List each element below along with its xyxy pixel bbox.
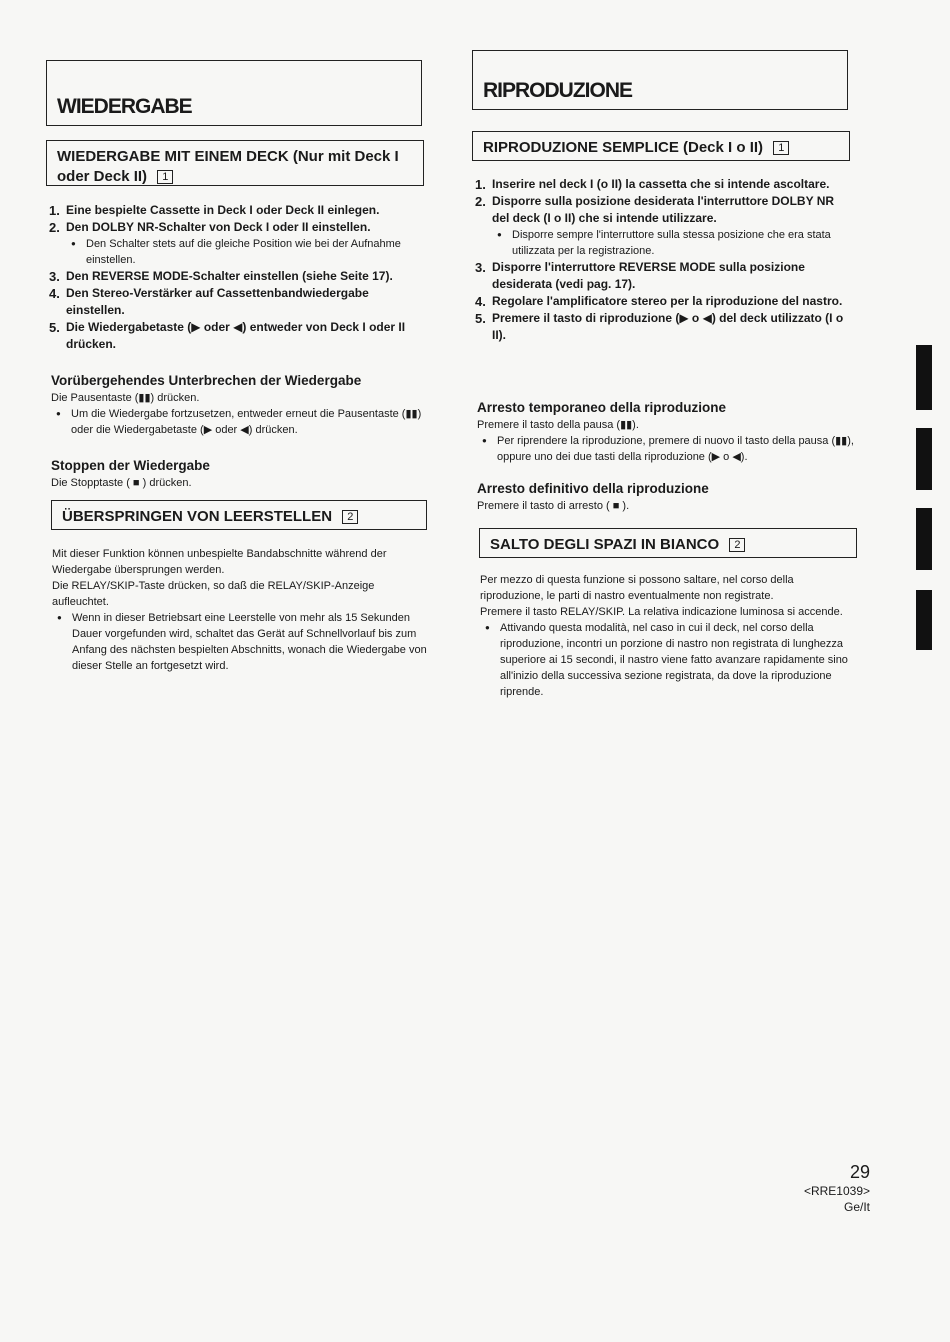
german-pause-heading: Vorübergehendes Unterbrechen der Wiedergabe — [51, 373, 362, 388]
step-number: 1. — [475, 177, 486, 192]
german-skip-para2: Die RELAY/SKIP-Taste drücken, so daß die RELAY/SKIP-Anzeige aufleuchtet. — [52, 580, 375, 608]
italian-steps-list — [472, 176, 854, 344]
edge-marker-4 — [916, 590, 932, 650]
german-skip-note: ● Wenn in dieser Betriebsart eine Leerstelle von mehr als 15 Sekunden Dauer vorgefunden wird, schaltet das Gerät auf Schnellvorlauf bis zum Anfang des nächsten bespielten Abschnitts, wonach die Wiedergabe von dieser Stelle an fortgesetzt wird. — [52, 610, 428, 674]
step-number: 2. — [49, 220, 60, 235]
step-number: 5. — [49, 320, 60, 335]
step-number: 2. — [475, 194, 486, 209]
step-text: Premere il tasto di riproduzione (▶ o ◀) del deck utilizzato (I o II). — [492, 311, 844, 342]
italian-skip-block — [480, 572, 858, 700]
step-text: Eine bespielte Cassette in Deck I oder Deck II einlegen. — [66, 203, 380, 217]
german-stop-text: Die Stopptaste ( ■ ) drücken. — [51, 477, 192, 489]
german-section1-heading-box — [46, 140, 424, 186]
german-step — [46, 285, 428, 319]
german-title-box — [46, 60, 422, 126]
italian-section1-heading: RIPRODUZIONE SEMPLICE (Deck I o II) — [483, 139, 764, 156]
german-stop-heading: Stoppen der Wiedergabe — [51, 458, 210, 473]
german-steps-list — [46, 202, 428, 353]
german-step2-note: ● Den Schalter stets auf die gleiche Position wie bei der Aufnahme einstellen. — [66, 236, 428, 268]
italian-stop-text: Premere il tasto di arresto ( ■ ). — [477, 500, 630, 512]
german-steps-block — [46, 202, 428, 353]
step-text: Die Wiedergabetaste (▶ oder ◀) entweder von Deck I oder II drücken. — [66, 320, 406, 351]
step-number: 3. — [49, 269, 60, 284]
german-section2-ref: 2 — [342, 510, 358, 524]
german-page-title: WIEDERGABE — [57, 95, 192, 118]
step-text: Den REVERSE MODE-Schalter einstellen (siehe Seite 17). — [66, 269, 393, 283]
italian-pause-text: Premere il tasto della pausa (▮▮). — [477, 419, 639, 431]
language-code: Ge/It — [843, 1200, 870, 1214]
german-pause-note: ● Um die Wiedergabe fortzusetzen, entweder erneut die Pausentaste (▮▮) oder die Wiedergabetaste (▶ oder ◀) drücken. — [51, 406, 429, 438]
edge-marker-2 — [916, 428, 932, 490]
german-section2-heading-box — [51, 500, 427, 530]
italian-step — [472, 259, 854, 293]
italian-pause-heading: Arresto temporaneo della riproduzione — [477, 400, 727, 415]
italian-stop-heading: Arresto definitivo della riproduzione — [477, 481, 709, 496]
page-number: 29 — [849, 1162, 870, 1182]
german-skip-block — [52, 546, 428, 674]
german-skip-para1: Mit dieser Funktion können unbespielte Bandabschnitte während der Wiedergabe übersprungen werden. — [52, 548, 387, 576]
document-code: <RRE1039> — [803, 1184, 870, 1198]
italian-step — [472, 293, 854, 310]
step-text: Disporre l'interruttore REVERSE MODE sulla posizione desiderata (vedi pag. 17). — [492, 260, 805, 291]
edge-marker-3 — [916, 508, 932, 570]
step-number: 4. — [475, 294, 486, 309]
italian-section2-heading: SALTO DEGLI SPAZI IN BIANCO — [490, 536, 720, 553]
italian-step — [472, 310, 854, 344]
german-step — [46, 219, 428, 268]
german-pause-block — [51, 372, 429, 438]
edge-marker-1 — [916, 345, 932, 410]
step-number: 4. — [49, 286, 60, 301]
italian-skip-para1: Per mezzo di questa funzione si possono saltare, nel corso della riproduzione, le parti di nastro eventualmente non registrate. — [480, 574, 794, 602]
step-text: Den Stereo-Verstärker auf Cassettenbandwiedergabe einstellen. — [66, 286, 369, 317]
italian-stop-block — [477, 480, 857, 514]
italian-section2-ref: 2 — [729, 538, 745, 552]
italian-step — [472, 176, 854, 193]
step-number: 1. — [49, 203, 60, 218]
step-number: 5. — [475, 311, 486, 326]
italian-steps-block — [472, 176, 854, 344]
step-text: Disporre sulla posizione desiderata l'interruttore DOLBY NR del deck (I o II) che si intende utilizzare. — [492, 194, 835, 225]
german-step — [46, 319, 428, 353]
italian-step2-note: ● Disporre sempre l'interruttore sulla stessa posizione che era stata utilizzata per la registrazione. — [492, 227, 854, 259]
italian-title-box — [472, 50, 848, 110]
italian-skip-para2: Premere il tasto RELAY/SKIP. La relativa indicazione luminosa si accende. — [480, 606, 843, 618]
german-section1-ref: 1 — [157, 170, 173, 184]
step-number: 3. — [475, 260, 486, 275]
german-step — [46, 202, 428, 219]
italian-section1-heading-box — [472, 131, 850, 161]
page-footer — [804, 1162, 870, 1215]
italian-skip-note: ● Attivando questa modalità, nel caso in cui il deck, nel corso della riproduzione, incontri un porzione di nastro non registrata di lunghezza superiore ai 15 secondi, il nastro viene fatto avanzare rapidamente sino all'inizio della successiva sezione registrata, da dove la riproduzione riprende. — [480, 620, 858, 700]
german-stop-block — [51, 457, 429, 491]
italian-page-title: RIPRODUZIONE — [483, 79, 633, 102]
german-section1-heading: WIEDERGABE MIT EINEM DECK (Nur mit Deck I oder Deck II) — [57, 148, 399, 185]
italian-pause-block — [477, 399, 857, 465]
italian-pause-note: ● Per riprendere la riproduzione, premere di nuovo il tasto della pausa (▮▮), oppure uno dei due tasti della riproduzione (▶ o ◀). — [477, 433, 857, 465]
german-step — [46, 268, 428, 285]
step-text: Den DOLBY NR-Schalter von Deck I oder II einstellen. — [66, 220, 371, 234]
step-text: Regolare l'amplificatore stereo per la riproduzione del nastro. — [492, 294, 843, 308]
german-section2-heading: ÜBERSPRINGEN VON LEERSTELLEN — [62, 508, 333, 525]
italian-step — [472, 193, 854, 259]
step-text: Inserire nel deck I (o II) la cassetta che si intende ascoltare. — [492, 177, 830, 191]
italian-section1-ref: 1 — [773, 141, 789, 155]
german-pause-text: Die Pausentaste (▮▮) drücken. — [51, 392, 200, 404]
italian-section2-heading-box — [479, 528, 857, 558]
